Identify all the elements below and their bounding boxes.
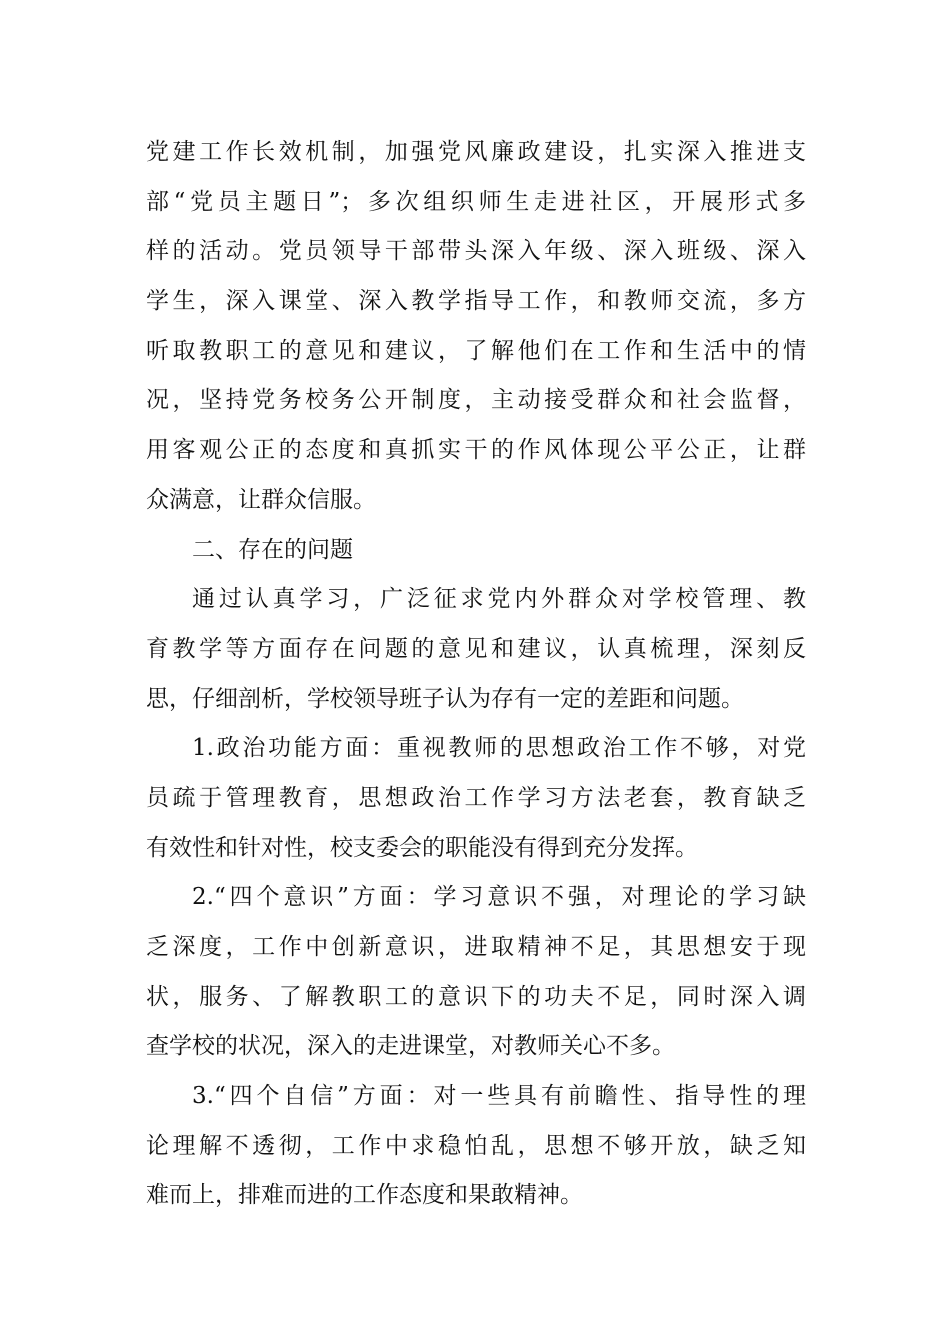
paragraph-item-1 — [146, 724, 806, 873]
heading-text: 二、存在的问题 — [192, 536, 353, 563]
text-line: 难而上，排难而进的工作态度和果敢精神。 — [146, 1182, 583, 1209]
text-line: 学生，深入课堂、深入教学指导工作，和教师交流，多方 — [146, 288, 806, 315]
text-line: 乏深度，工作中创新意识，进取精神不足，其思想安于现 — [146, 934, 806, 960]
text-line: 论理解不透彻，工作中求稳怕乱，思想不够开放，缺乏知 — [146, 1132, 806, 1159]
document-body — [146, 128, 806, 1221]
paragraph-intro — [146, 575, 806, 724]
text-line: 听取教职工的意见和建议，了解他们在工作和生活中的情 — [146, 337, 806, 364]
text-line: 育教学等方面存在问题的意见和建议，认真梳理，深刻反 — [146, 635, 806, 662]
paragraph-continuation — [146, 128, 806, 526]
paragraph-item-3 — [146, 1072, 806, 1221]
text-line: 众满意，让群众信服。 — [146, 486, 376, 513]
section-heading — [146, 526, 806, 576]
text-line: 样的活动。党员领导干部带头深入年级、深入班级、深入 — [146, 238, 806, 265]
text-line: 况，坚持党务校务公开制度，主动接受群众和社会监督， — [146, 387, 806, 414]
text-line: 3.“四个自信”方面：对一些具有前瞻性、指导性的理 — [192, 1083, 806, 1110]
text-line: 思，仔细剖析，学校领导班子认为存有一定的差距和问题。 — [146, 685, 744, 712]
text-line: 状，服务、了解教职工的意识下的功夫不足，同时深入调 — [146, 983, 806, 1010]
text-line: 查学校的状况，深入的走进课堂，对教师关心不多。 — [146, 1033, 675, 1060]
text-line: 用客观公正的态度和真抓实干的作风体现公平公正，让群 — [146, 437, 806, 464]
text-line: 1.政治功能方面：重视教师的思想政治工作不够，对党 — [192, 735, 806, 762]
text-line: 2.“四个意识”方面：学习意识不强，对理论的学习缺 — [192, 884, 806, 911]
paragraph-item-2 — [146, 873, 806, 1072]
text-line: 部“党员主题日”；多次组织师生走进社区，开展形式多 — [146, 188, 806, 215]
text-line: 通过认真学习，广泛征求党内外群众对学校管理、教 — [192, 586, 806, 613]
text-line: 党建工作长效机制，加强党风廉政建设，扎实深入推进支 — [146, 139, 806, 165]
text-line: 有效性和针对性，校支委会的职能没有得到充分发挥。 — [146, 834, 698, 861]
text-line: 员疏于管理教育，思想政治工作学习方法老套，教育缺乏 — [146, 784, 806, 811]
